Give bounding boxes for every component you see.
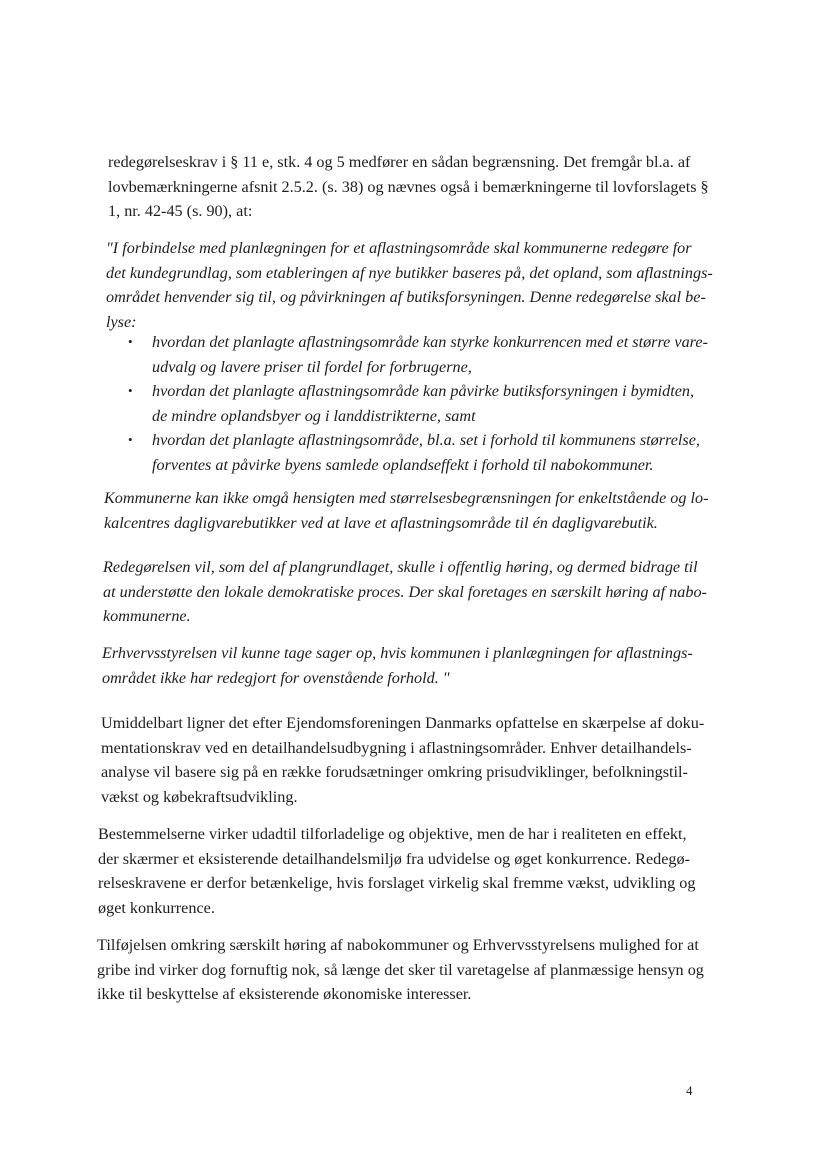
text-line: området ikke har redegjort for ovenstående forhold. " bbox=[102, 668, 450, 687]
text-line: vækst og købekraftsudvikling. bbox=[101, 787, 298, 806]
text-line: ikke til beskyttelse af eksisterende økonomiske interesser. bbox=[97, 985, 472, 1003]
quote-paragraph bbox=[103, 555, 707, 629]
text-line: Erhvervsstyrelsen vil kunne tage sager op, hvis kommunen i planlægningen for aflastnings- bbox=[102, 644, 693, 662]
text-line: gribe ind virker dog fornuftig nok, så længe det sker til varetagelse af planmæssige hensyn og bbox=[97, 960, 704, 979]
quote-paragraph bbox=[104, 486, 709, 535]
text-line: kalcentres dagligvarebutikker ved at lave et aflastningsområde til én dagligvarebutik. bbox=[104, 513, 658, 532]
text-line: analyse vil basere sig på en række forudsætninger omkring prisudviklinger, befolkningstil- bbox=[101, 763, 688, 781]
text-line: kommunerne. bbox=[103, 607, 191, 625]
bullet-icon: • bbox=[128, 383, 133, 398]
text-line: Bestemmelserne virker udadtil tilforladelige og objektive, men de har i realiteten en effekt, bbox=[98, 825, 687, 843]
text-line: hvordan det planlagte aflastningsområde, bl.a. set i forhold til kommunens størrelse, bbox=[152, 431, 700, 449]
body-paragraph bbox=[98, 822, 695, 920]
text-line: at understøtte den lokale demokratiske proces. Der skal foretages en særskilt høring af nabo- bbox=[103, 582, 707, 601]
text-line: lyse: bbox=[106, 312, 137, 331]
text-line: øget konkurrence. bbox=[98, 898, 215, 917]
text-line: Tilføjelsen omkring særskilt høring af nabokommuner og Erhvervsstyrelsens mulighed for at bbox=[97, 936, 699, 954]
text-line: området henvender sig til, og påvirkningen af butiksforsyningen. Denne redegørelse skal be- bbox=[106, 288, 706, 306]
text-line: hvordan det planlagte aflastningsområde kan styrke konkurrencen med et større vare- bbox=[152, 333, 708, 351]
text-line: lovbemærkningerne afsnit 2.5.2. (s. 38) og nævnes også i bemærkningerne til lovforslagets § bbox=[108, 177, 709, 196]
text-line: de mindre oplandsbyer og i landdistrikterne, samt bbox=[152, 406, 476, 425]
quote-paragraph bbox=[102, 641, 693, 690]
bullet-icon: • bbox=[128, 334, 133, 349]
page-number: 4 bbox=[686, 1083, 693, 1098]
text-line: der skærmer et eksisterende detailhandelsmiljø fra udvidelse og øget konkurrence. Redegø- bbox=[98, 849, 690, 868]
text-line: redegørelseskrav i § 11 e, stk. 4 og 5 medfører en sådan begrænsning. Det fremgår bl.a. af bbox=[108, 153, 691, 171]
list-item bbox=[128, 379, 748, 428]
bullet-icon: • bbox=[128, 432, 133, 447]
text-line: Redegørelsen vil, som del af plangrundlaget, skulle i offentlig høring, og dermed bidrage til bbox=[103, 558, 698, 576]
text-line: forventes at påvirke byens samlede oplandseffekt i forhold til nabokommuner. bbox=[152, 455, 654, 474]
text-line: Umiddelbart ligner det efter Ejendomsforeningen Danmarks opfattelse en skærpelse af doku- bbox=[101, 714, 705, 732]
text-line: "I forbindelse med planlægningen for et aflastningsområde skal kommunerne redegøre for bbox=[106, 239, 692, 257]
quote-intro-paragraph bbox=[106, 236, 713, 334]
list-item bbox=[128, 428, 748, 477]
body-paragraph bbox=[101, 711, 704, 809]
text-line: mentationskrav ved en detailhandelsudbygning i aflastningsområder. Enhver detailhandels- bbox=[101, 738, 692, 757]
quote-bullet-list bbox=[128, 330, 748, 477]
list-item bbox=[128, 330, 748, 379]
body-paragraph bbox=[97, 933, 704, 1007]
text-line: 1, nr. 42-45 (s. 90), at: bbox=[108, 202, 253, 220]
text-line: hvordan det planlagte aflastningsområde kan påvirke butiksforsyningen i bymidten, bbox=[152, 382, 695, 400]
intro-paragraph bbox=[108, 150, 709, 224]
text-line: udvalg og lavere priser til fordel for forbrugerne, bbox=[152, 357, 472, 376]
text-line: relseskravene er derfor betænkelige, hvis forslaget virkelig skal fremme vækst, udvikling og bbox=[98, 874, 696, 892]
text-line: Kommunerne kan ikke omgå hensigten med størrelsesbegrænsningen for enkeltstående og lo- bbox=[104, 489, 709, 507]
text-line: det kundegrundlag, som etableringen af nye butikker baseres på, det opland, som aflastnings- bbox=[106, 263, 713, 282]
